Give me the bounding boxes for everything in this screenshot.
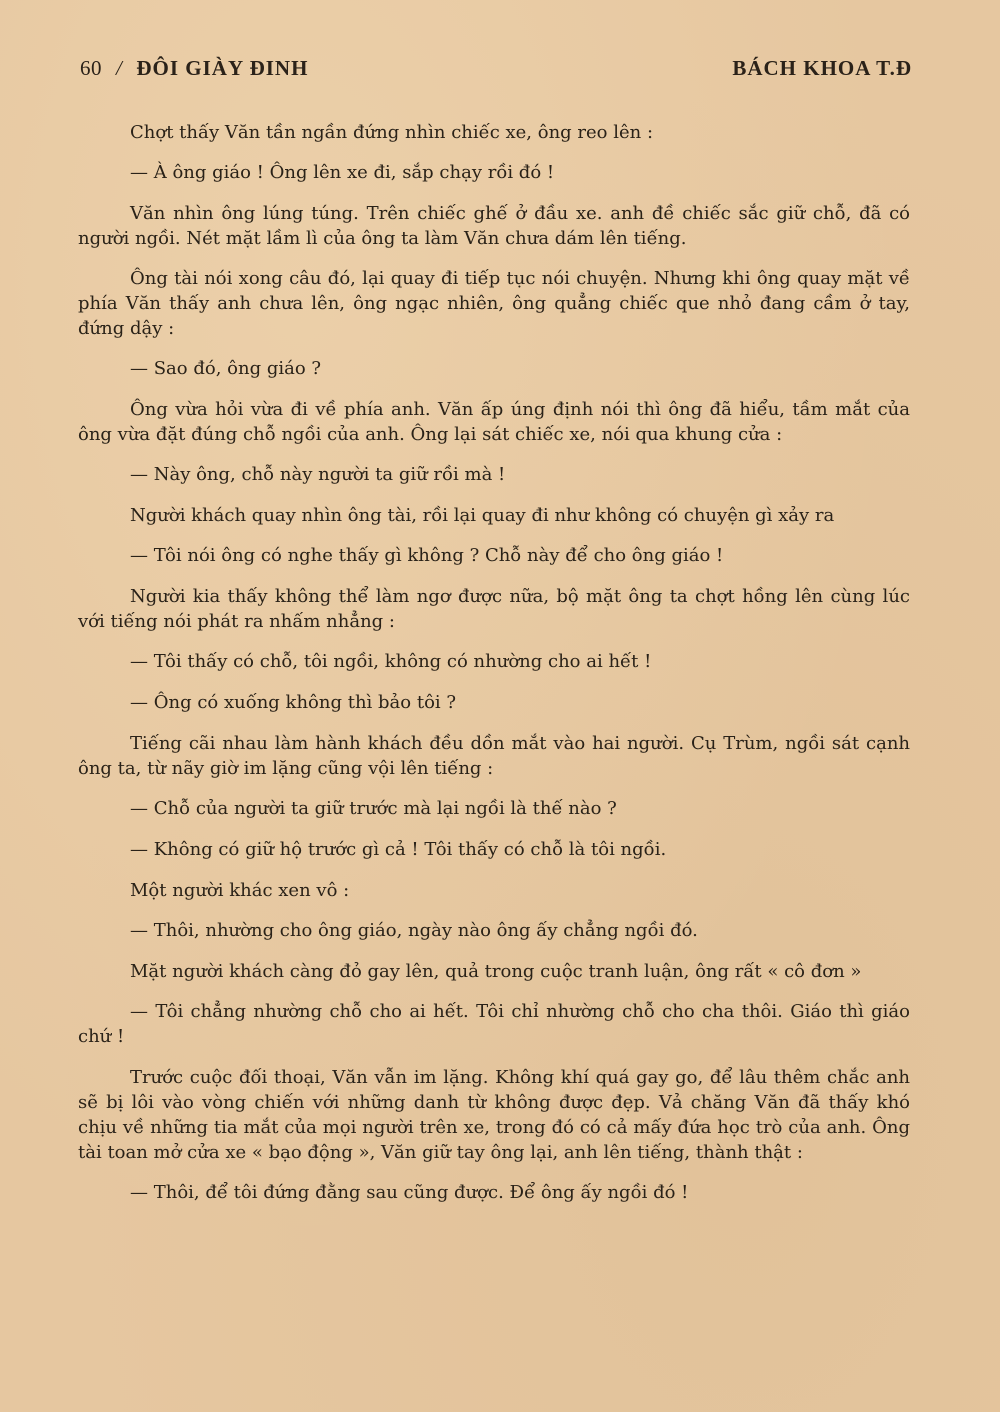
dialogue-line: — Sao đó, ông giáo ? — [130, 358, 322, 379]
journal-name: BÁCH KHOA T.Đ — [732, 56, 912, 80]
paragraph: Ông tài nói xong câu đó, lại quay đi tiếp tục nói chuyện. Nhưng khi ông quay mặt về phía Văn thấy anh chưa lên, ông ngạc nhiên, ông quẳng chiếc que nhỏ đang cầm ở tay, đứng dậy : — [78, 268, 910, 339]
paragraph: Ông vừa hỏi vừa đi về phía anh. Văn ấp úng định nói thì ông đã hiểu, tầm mắt của ông vừa đặt đúng chỗ ngồi của anh. Ông lại sát chiếc xe, nói qua khung cửa : — [78, 399, 910, 445]
paragraph: Một người khác xen vô : — [130, 880, 350, 901]
dialogue-line: — Ông có xuống không thì bảo tôi ? — [130, 692, 457, 713]
running-header — [80, 56, 912, 86]
dialogue-line: — Tôi nói ông có nghe thấy gì không ? Chỗ này để cho ông giáo ! — [130, 545, 724, 566]
dialogue-line: — Chỗ của người ta giữ trước mà lại ngồi là thế nào ? — [130, 798, 617, 819]
dialogue-line: — Này ông, chỗ này người ta giữ rồi mà ! — [130, 464, 506, 485]
dialogue-line: — Không có giữ hộ trước gì cả ! Tôi thấy có chỗ là tôi ngồi. — [130, 839, 667, 860]
page-number: 60 — [80, 56, 102, 80]
paragraph: Người kia thấy không thể làm ngơ được nữa, bộ mặt ông ta chợt hồng lên cùng lúc với tiếng nói phát ra nhấm nhẳng : — [78, 586, 910, 632]
dialogue-line: — Tôi chẳng nhường chỗ cho ai hết. Tôi chỉ nhường chỗ cho cha thôi. Giáo thì giáo chứ ! — [78, 1001, 910, 1047]
paragraph: Trước cuộc đối thoại, Văn vẫn im lặng. Không khí quá gay go, để lâu thêm chắc anh sẽ bị lôi vào vòng chiến với những danh từ không được đẹp. Vả chăng Văn đã thấy khó chịu về những tia mắt của mọi người trên xe, trong đó có cả mấy đứa học trò của anh. Ông tài toan mở cửa xe « bạo động », Văn giữ tay ông lại, anh lên tiếng, thành thật : — [78, 1067, 910, 1163]
paragraph: Chợt thấy Văn tần ngần đứng nhìn chiếc xe, ông reo lên : — [130, 122, 654, 143]
dialogue-line: — Thôi, nhường cho ông giáo, ngày nào ông ấy chẳng ngồi đó. — [130, 920, 698, 941]
dialogue-line: — À ông giáo ! Ông lên xe đi, sắp chạy rồi đó ! — [130, 162, 555, 183]
paragraph: Văn nhìn ông lúng túng. Trên chiếc ghế ở đầu xe. anh đề chiếc sắc giữ chỗ, đã có người ngồi. Nét mặt lầm lì của ông ta làm Văn chưa dám lên tiếng. — [78, 203, 910, 249]
page-body-text — [78, 120, 910, 1221]
paragraph: Người khách quay nhìn ông tài, rồi lại quay đi như không có chuyện gì xảy ra — [130, 505, 835, 526]
book-title: ĐÔI GIÀY ĐINH — [136, 56, 309, 80]
dialogue-line: — Thôi, để tôi đứng đằng sau cũng được. Để ông ấy ngồi đó ! — [130, 1182, 689, 1203]
header-separator: / — [116, 56, 123, 80]
dialogue-line: — Tôi thấy có chỗ, tôi ngồi, không có nhường cho ai hết ! — [130, 651, 652, 672]
paragraph: Mặt người khách càng đỏ gay lên, quả trong cuộc tranh luận, ông rất « cô đơn » — [130, 961, 862, 982]
paragraph: Tiếng cãi nhau làm hành khách đều dồn mắt vào hai người. Cụ Trùm, ngồi sát cạnh ông ta, từ nãy giờ im lặng cũng vội lên tiếng : — [78, 733, 910, 779]
